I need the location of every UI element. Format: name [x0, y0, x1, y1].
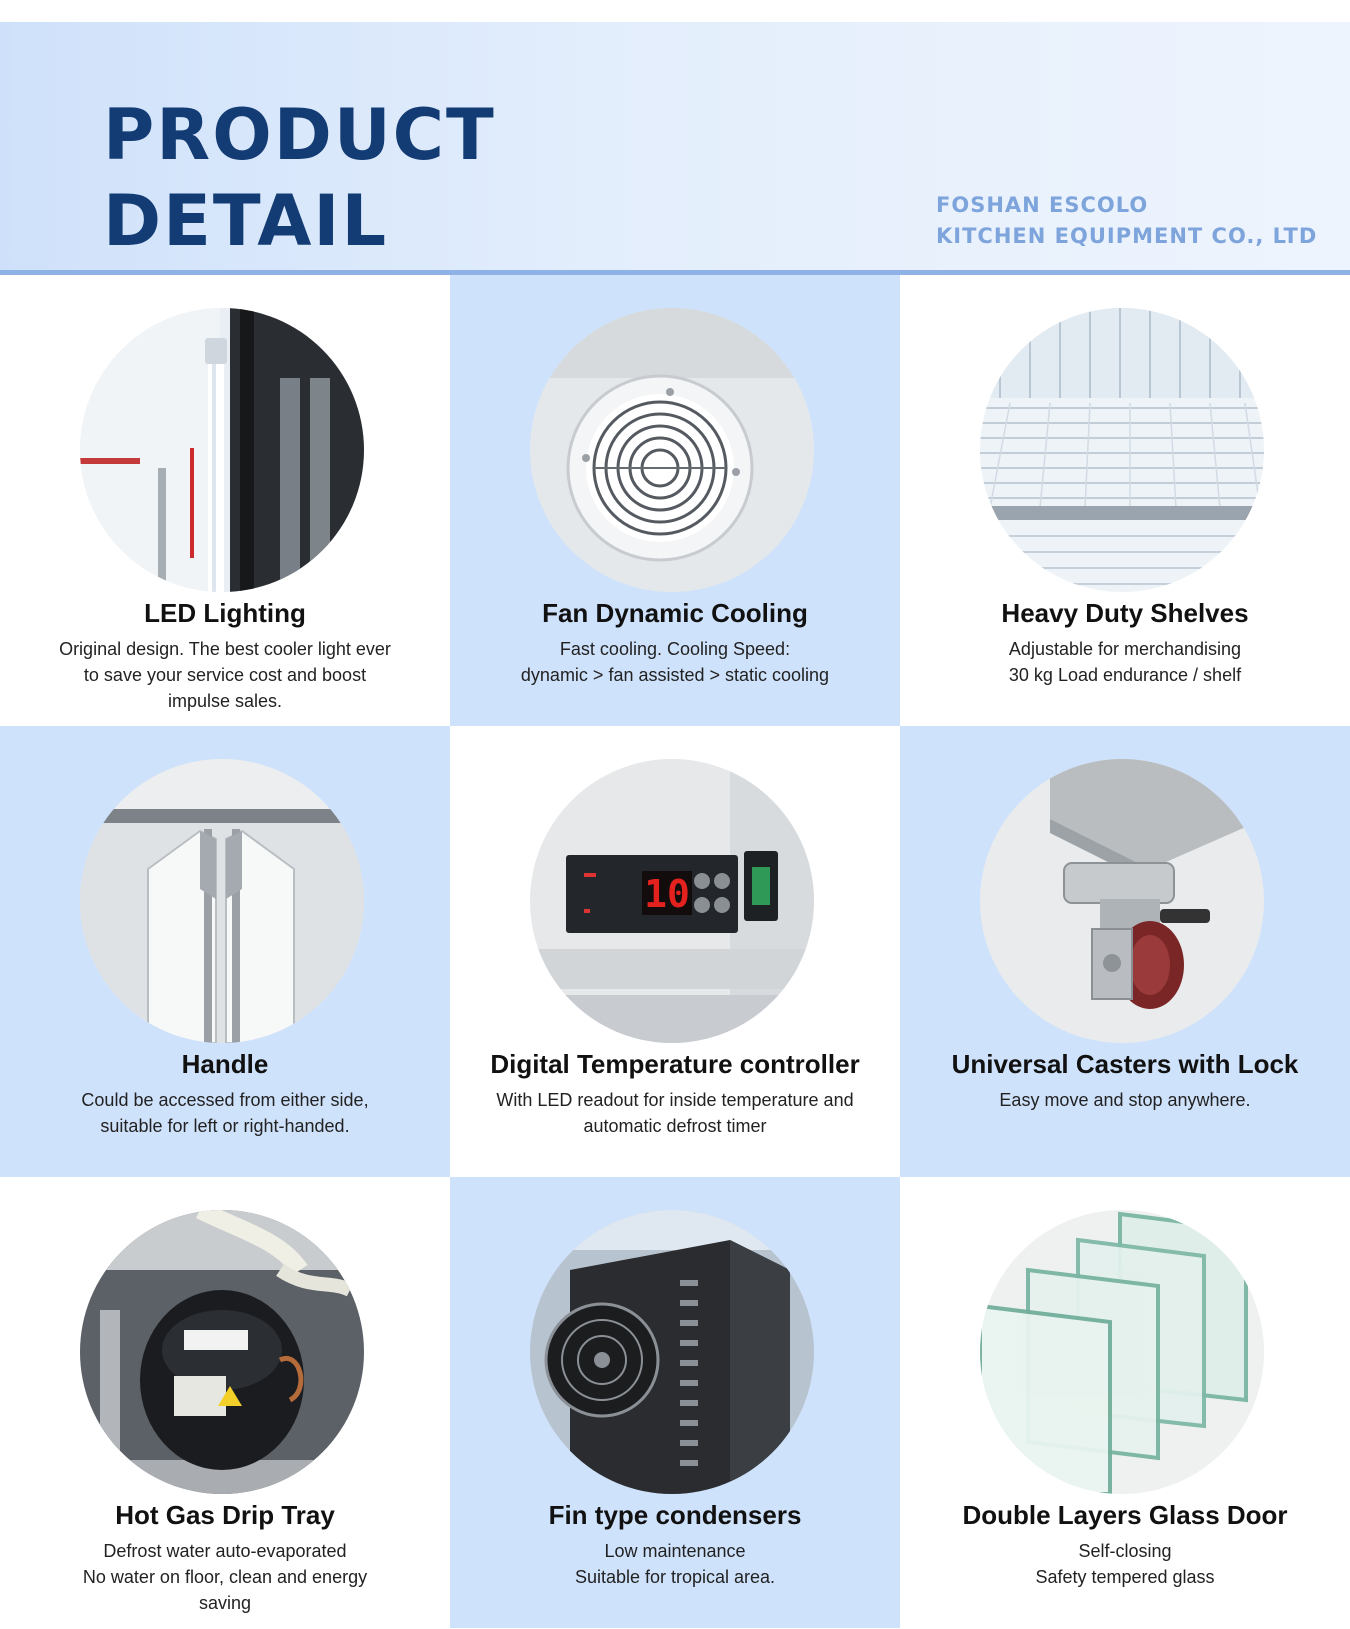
feature-description [920, 1087, 1330, 1113]
fan-cooling-photo [530, 308, 814, 592]
feature-description [20, 1087, 430, 1139]
feature-description-line: Original design. The best cooler light ever [59, 639, 391, 659]
feature-title: Fin type condensers [548, 1500, 802, 1530]
feature-card-glass-door [900, 1177, 1350, 1628]
wire-shelf-icon [980, 308, 1264, 592]
feature-description-line: Easy move and stop anywhere. [999, 1090, 1251, 1110]
led-strip-icon [80, 308, 364, 592]
feature-description-line: With LED readout for inside temperature and [496, 1090, 854, 1110]
fan-grille-icon [530, 308, 814, 592]
controller-display-readout: 10 [644, 872, 690, 916]
temperature-controller-photo [530, 759, 814, 1043]
condensers-photo [530, 1210, 814, 1494]
digital-controller-icon [530, 759, 814, 1043]
feature-grid [0, 275, 1350, 1629]
feature-description [920, 636, 1330, 688]
feature-description-line: 30 kg Load endurance / shelf [1008, 665, 1242, 685]
feature-title: Heavy Duty Shelves [1001, 598, 1249, 628]
page-title [103, 92, 496, 264]
handle-photo [80, 759, 364, 1043]
feature-card-led-lighting [0, 275, 450, 726]
feature-description [470, 1087, 880, 1139]
feature-title: Digital Temperature controller [490, 1049, 860, 1079]
feature-description-line: saving [198, 1593, 252, 1613]
company-name [936, 190, 1317, 252]
feature-card-casters [900, 726, 1350, 1177]
feature-description [20, 636, 430, 714]
feature-description-line: to save your service cost and boost [83, 665, 367, 685]
feature-title: Universal Casters with Lock [951, 1049, 1299, 1079]
glass-door-photo [980, 1210, 1264, 1494]
feature-card-shelves [900, 275, 1350, 726]
feature-card-fan-cooling [450, 275, 900, 726]
drip-tray-photo [80, 1210, 364, 1494]
door-handle-icon [80, 759, 364, 1043]
feature-description-line: impulse sales. [167, 691, 283, 711]
feature-description-line: suitable for left or right-handed. [100, 1116, 350, 1136]
feature-description [470, 1538, 880, 1590]
feature-title: Handle [181, 1049, 269, 1079]
feature-description-line: Could be accessed from either side, [81, 1090, 369, 1110]
feature-description-line: dynamic > fan assisted > static cooling [520, 665, 830, 685]
casters-photo [980, 759, 1264, 1043]
feature-description-line: Adjustable for merchandising [1008, 639, 1242, 659]
feature-description-line: Suitable for tropical area. [574, 1567, 776, 1587]
page-title-line-2: DETAIL [103, 180, 389, 262]
feature-title: Fan Dynamic Cooling [542, 598, 808, 628]
led-lighting-photo [80, 308, 364, 592]
company-name-line-1: FOSHAN ESCOLO [936, 193, 1149, 217]
feature-card-drip-tray [0, 1177, 450, 1628]
feature-description-line: Defrost water auto-evaporated [103, 1541, 347, 1561]
feature-description-line: automatic defrost timer [583, 1116, 767, 1136]
feature-description-line: No water on floor, clean and energy [82, 1567, 368, 1587]
feature-description [20, 1538, 430, 1616]
feature-title: Double Layers Glass Door [962, 1500, 1288, 1530]
feature-card-condensers [450, 1177, 900, 1628]
glass-panes-icon [980, 1210, 1264, 1494]
feature-title: Hot Gas Drip Tray [115, 1500, 335, 1530]
compressor-icon [80, 1210, 364, 1494]
feature-description-line: Low maintenance [604, 1541, 746, 1561]
caster-wheel-icon [980, 759, 1264, 1043]
feature-card-handle [0, 726, 450, 1177]
feature-description-line: Self-closing [1078, 1541, 1172, 1561]
feature-title: LED Lighting [144, 598, 306, 628]
page-title-line-1: PRODUCT [103, 94, 496, 176]
feature-description [470, 636, 880, 688]
company-name-line-2: KITCHEN EQUIPMENT CO., LTD [936, 224, 1318, 248]
condenser-fin-icon [530, 1210, 814, 1494]
feature-card-temperature-controller [450, 726, 900, 1177]
feature-description [920, 1538, 1330, 1590]
feature-description-line: Safety tempered glass [1035, 1567, 1215, 1587]
shelves-photo [980, 308, 1264, 592]
feature-description-line: Fast cooling. Cooling Speed: [559, 639, 791, 659]
